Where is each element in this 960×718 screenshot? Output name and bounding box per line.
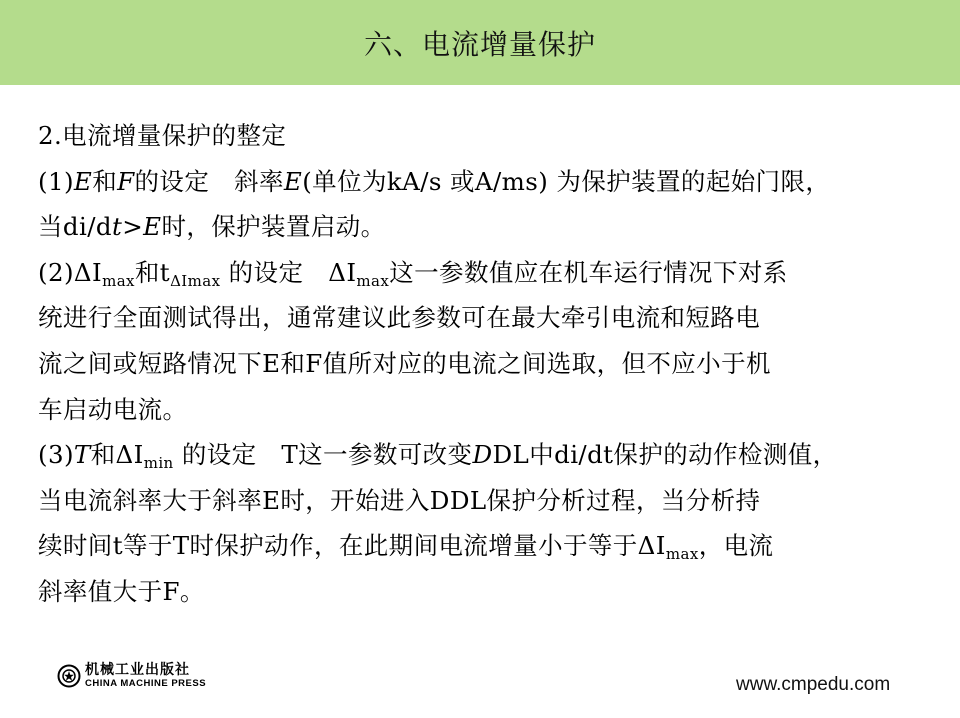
body-line: [38, 295, 928, 341]
body-line: [38, 204, 928, 250]
body-line: [38, 113, 928, 159]
body-line: [38, 387, 928, 433]
slide-body: [38, 113, 928, 615]
body-text: 这一参数值应在机车运行情况下对系: [389, 257, 788, 287]
italic-variable: E: [143, 212, 162, 242]
body-text: 车启动电流。: [38, 394, 188, 424]
subscript-text: min: [143, 454, 174, 473]
body-text: 和t: [134, 257, 171, 287]
italic-variable: t: [111, 212, 123, 242]
body-text: 当电流斜率大于斜率E时，开始进入DDL保护分析过程，当分析持: [38, 485, 761, 515]
publisher-logo: [57, 663, 206, 689]
body-text: (2)ΔI: [38, 257, 103, 287]
body-line: [38, 569, 928, 615]
body-text: 时，保护装置启动。: [161, 212, 386, 242]
body-text: 和: [92, 166, 118, 196]
body-text: 的设定 ΔI: [220, 257, 357, 287]
body-text: 和ΔI: [90, 440, 144, 470]
body-text: (3): [38, 440, 74, 470]
publisher-emblem-icon: [57, 664, 81, 688]
italic-variable: D: [472, 440, 493, 470]
body-line: [38, 523, 928, 569]
body-text: 的设定 T这一参数可改变: [173, 440, 473, 470]
italic-variable: E: [283, 166, 303, 196]
body-text: 续时间t等于T时保护动作，在此期间电流增量小于等于ΔI: [38, 531, 666, 561]
italic-variable: E: [73, 166, 93, 196]
body-text: >: [122, 212, 144, 242]
italic-variable: T: [73, 440, 91, 470]
body-text: ，电流: [698, 531, 774, 561]
publisher-name-cn: 机械工业出版社: [85, 662, 190, 678]
body-text: 斜率值大于F。: [38, 576, 205, 606]
subscript-text: max: [102, 271, 135, 290]
subscript-text: ΔImax: [170, 271, 221, 290]
body-text: 流之间或短路情况下E和F值所对应的电流之间选取，但不应小于机: [38, 348, 771, 378]
body-line: [38, 432, 928, 478]
body-text: (单位为kA/s 或A/ms) 为保护装置的起始门限，: [302, 166, 831, 196]
italic-variable: F: [117, 166, 135, 196]
body-line: [38, 341, 928, 387]
body-text: DL中di/dt保护的动作检测值，: [492, 440, 838, 470]
publisher-name-en: CHINA MACHINE PRESS: [85, 678, 207, 689]
body-text: (1): [38, 166, 74, 196]
body-text: 当di/d: [38, 212, 112, 242]
slide-title: 六、电流增量保护: [363, 27, 596, 61]
body-text: 2.电流增量保护的整定: [38, 121, 287, 150]
subscript-text: max: [665, 545, 699, 564]
body-line: [38, 159, 928, 205]
body-line: [38, 250, 928, 296]
subscript-text: max: [356, 271, 390, 290]
body-text: 统进行全面测试得出，通常建议此参数可在最大牵引电流和短路电: [38, 303, 761, 333]
title-band: [0, 0, 960, 85]
body-line: [38, 478, 928, 524]
publisher-url[interactable]: www.cmpedu.com: [736, 674, 891, 695]
body-text: 的设定 斜率: [134, 166, 284, 196]
